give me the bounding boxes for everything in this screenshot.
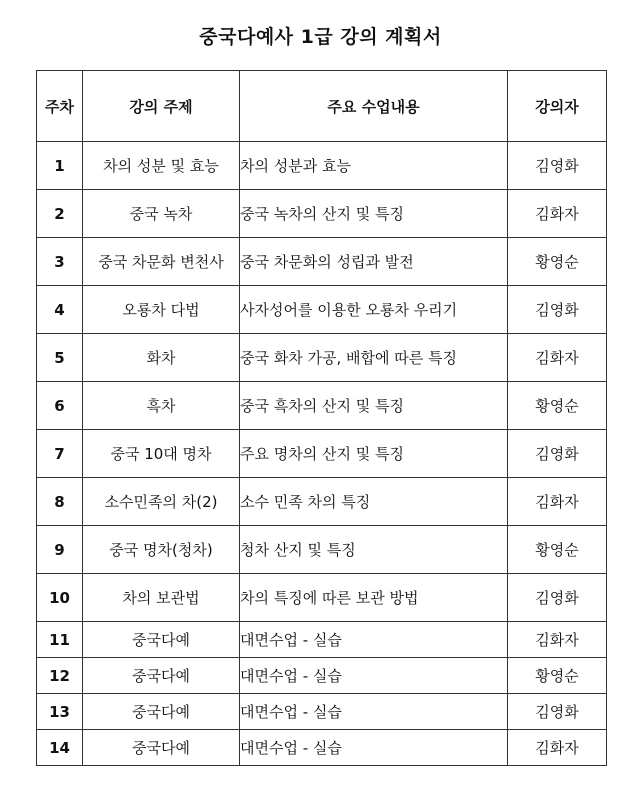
table-row [37,478,607,526]
topic-cell: 중국다예 [83,694,240,730]
week-cell: 4 [37,286,83,334]
content-cell: 중국 화차 가공, 배합에 따른 특징 [240,334,508,382]
content-cell: 사자성어를 이용한 오룡차 우리기 [240,286,508,334]
week-cell: 1 [37,142,83,190]
table-row [37,694,607,730]
table-row [37,190,607,238]
lecturer-cell: 김화자 [508,334,607,382]
content-cell: 대면수업 - 실습 [240,622,508,658]
table-row [37,142,607,190]
lecturer-cell: 김화자 [508,622,607,658]
header-topic: 강의 주제 [83,71,240,142]
content-cell: 차의 성분과 효능 [240,142,508,190]
week-cell: 2 [37,190,83,238]
content-cell: 대면수업 - 실습 [240,730,508,766]
lecture-plan-table [36,70,607,766]
header-row [37,71,607,142]
header-week: 주차 [37,71,83,142]
table-body [37,142,607,766]
topic-cell: 중국다예 [83,658,240,694]
content-cell: 중국 흑차의 산지 및 특징 [240,382,508,430]
table-row [37,238,607,286]
topic-cell: 소수민족의 차(2) [83,478,240,526]
lecturer-cell: 황영순 [508,382,607,430]
table-row [37,730,607,766]
table-row [37,574,607,622]
content-cell: 대면수업 - 실습 [240,658,508,694]
week-cell: 5 [37,334,83,382]
week-cell: 12 [37,658,83,694]
content-cell: 중국 녹차의 산지 및 특징 [240,190,508,238]
topic-cell: 중국다예 [83,622,240,658]
topic-cell: 중국 녹차 [83,190,240,238]
topic-cell: 중국다예 [83,730,240,766]
page-title: 중국다예사 1급 강의 계획서 [199,26,442,48]
content-cell: 대면수업 - 실습 [240,694,508,730]
content-cell: 청차 산지 및 특징 [240,526,508,574]
week-cell: 8 [37,478,83,526]
topic-cell: 화차 [83,334,240,382]
week-cell: 10 [37,574,83,622]
lecturer-cell: 황영순 [508,238,607,286]
table-row [37,382,607,430]
week-cell: 9 [37,526,83,574]
lecturer-cell: 김영화 [508,286,607,334]
week-cell: 13 [37,694,83,730]
topic-cell: 중국 차문화 변천사 [83,238,240,286]
lecturer-cell: 김화자 [508,190,607,238]
table-row [37,430,607,478]
lecturer-cell: 김영화 [508,694,607,730]
topic-cell: 흑차 [83,382,240,430]
header-lecturer: 강의자 [508,71,607,142]
table-row [37,622,607,658]
content-cell: 중국 차문화의 성립과 발전 [240,238,508,286]
content-cell: 주요 명차의 산지 및 특징 [240,430,508,478]
table-header [37,71,607,142]
table-row [37,334,607,382]
week-cell: 7 [37,430,83,478]
table-row [37,286,607,334]
topic-cell: 차의 성분 및 효능 [83,142,240,190]
lecturer-cell: 황영순 [508,658,607,694]
week-cell: 14 [37,730,83,766]
table-row [37,526,607,574]
table-row [37,658,607,694]
topic-cell: 차의 보관법 [83,574,240,622]
lecturer-cell: 김영화 [508,574,607,622]
topic-cell: 중국 명차(청차) [83,526,240,574]
topic-cell: 중국 10대 명차 [83,430,240,478]
lecturer-cell: 김영화 [508,142,607,190]
week-cell: 11 [37,622,83,658]
header-content: 주요 수업내용 [240,71,508,142]
topic-cell: 오룡차 다법 [83,286,240,334]
week-cell: 3 [37,238,83,286]
lecturer-cell: 김화자 [508,730,607,766]
week-cell: 6 [37,382,83,430]
lecturer-cell: 김영화 [508,430,607,478]
lecturer-cell: 황영순 [508,526,607,574]
lecturer-cell: 김화자 [508,478,607,526]
content-cell: 소수 민족 차의 특징 [240,478,508,526]
content-cell: 차의 특징에 따른 보관 방법 [240,574,508,622]
